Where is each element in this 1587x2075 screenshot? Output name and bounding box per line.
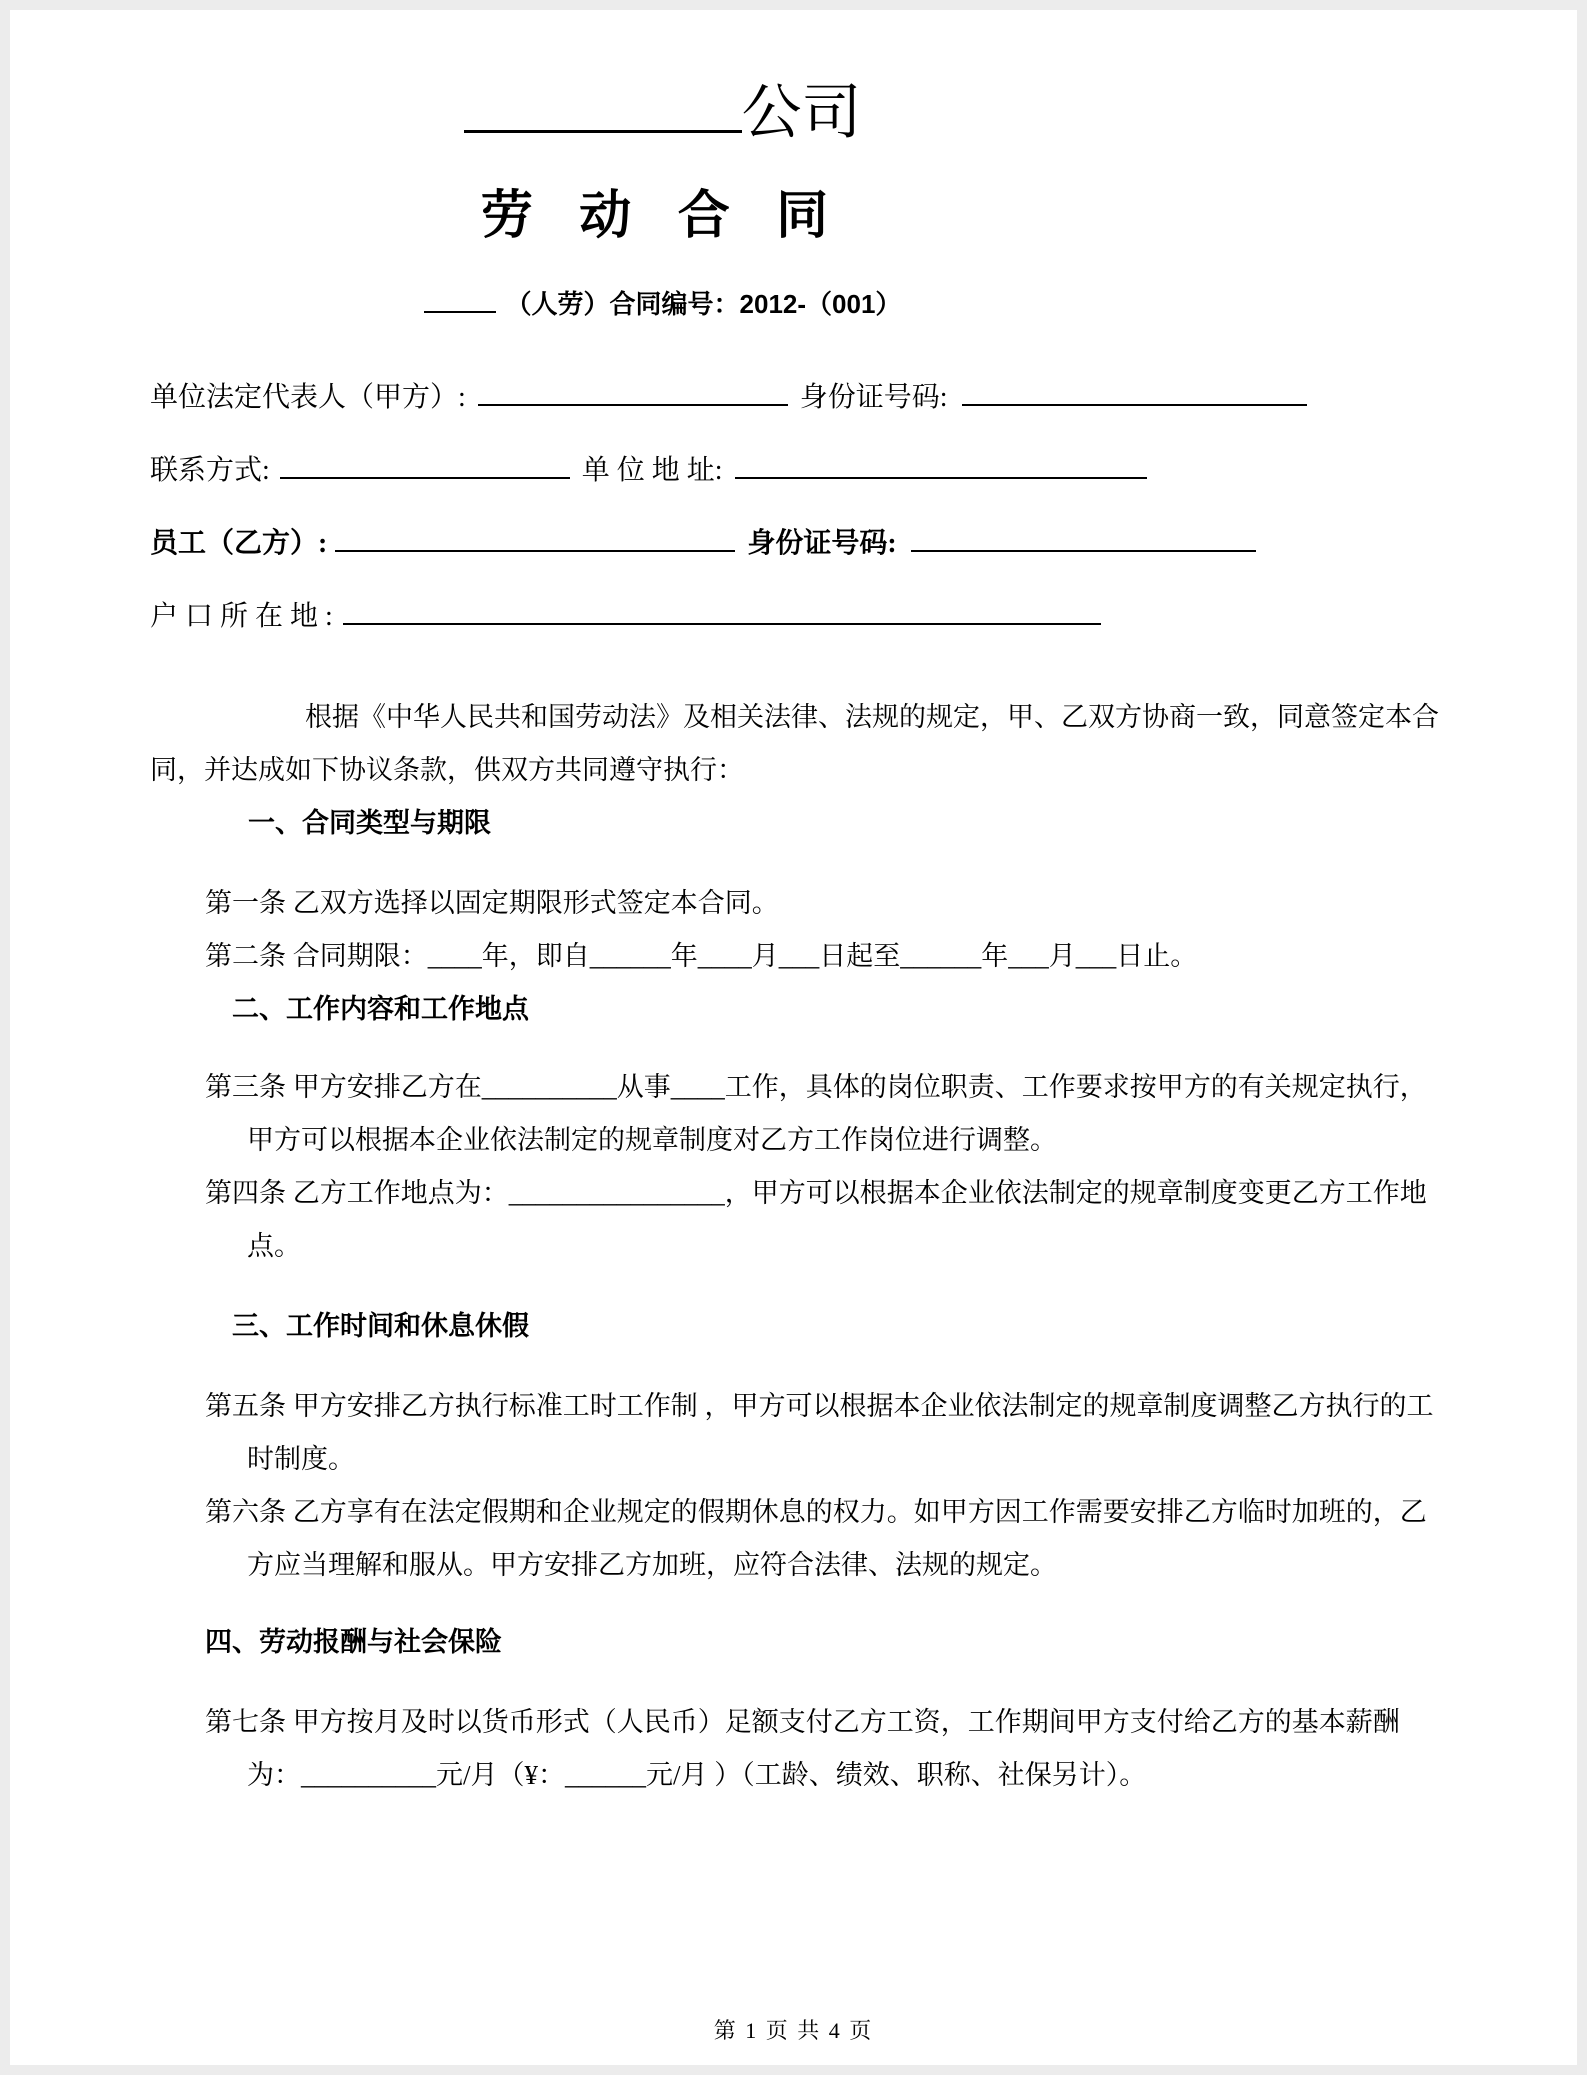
residence-label: 户 口 所 在 地 :	[150, 601, 333, 632]
document-heading	[150, 10, 1440, 321]
article-4-paragraph: 第四条 乙方工作地点为：________________，甲方可以根据本企业依法制定的规章制度变更乙方工作地点。	[205, 1178, 1427, 1261]
id-number-blank-field-b	[911, 546, 1256, 552]
document-page	[10, 10, 1577, 2065]
employee-name-blank-field	[335, 546, 735, 552]
article-3-paragraph: 第三条 甲方安排乙方在__________从事____工作，具体的岗位职责、工作要求按甲方的有关规定执行，甲方可以根据本企业依法制定的规章制度对乙方工作岗位进行调整。	[205, 1072, 1427, 1155]
page-content	[10, 10, 1577, 1802]
contract-number-line	[150, 284, 1175, 321]
contact-method-blank-field	[280, 473, 570, 479]
contract-number-blank-field	[424, 307, 496, 313]
company-suffix-text: 公司	[741, 80, 862, 146]
company-address-blank-field	[735, 473, 1147, 479]
page-footer: 第 1 页 共 4 页	[713, 2018, 874, 2043]
legal-representative-label: 单位法定代表人（甲方）:	[150, 382, 466, 413]
article-5-paragraph: 第五条 甲方安排乙方执行标准工时工作制 ，甲方可以根据本企业依法制定的规章制度调整乙方执行的工时制度。	[205, 1391, 1434, 1474]
article-6-paragraph: 第六条 乙方享有在法定假期和企业规定的假期休息的权力。如甲方因工作需要安排乙方临时加班的，乙方应当理解和服从。甲方安排乙方加班，应符合法律、法规的规定。	[205, 1497, 1427, 1580]
party-info-form	[150, 375, 1440, 667]
preamble-paragraph: 根据《中华人民共和国劳动法》及相关法律、法规的规定，甲、乙双方协商一致，同意签定本合同，并达成如下协议条款，供双方共同遵守执行：	[150, 702, 1439, 785]
section-heading-2: 二、工作内容和工作地点	[232, 994, 529, 1024]
article-7-paragraph: 第七条 甲方按月及时以货币形式（人民币）足额支付乙方工资，工作期间甲方支付给乙方的基本薪酬为：__________元/月（¥：______元/月 ）（工龄、绩效、职称、社保另计）。	[205, 1707, 1400, 1790]
contract-number-text: （人劳）合同编号：2012-（001）	[505, 289, 902, 319]
section-heading-1: 一、合同类型与期限	[248, 808, 491, 838]
residence-blank-field	[343, 619, 1101, 625]
id-number-label-b: 身份证号码:	[747, 528, 897, 559]
contract-body	[150, 691, 1440, 1802]
article-2-paragraph: 第二条 合同期限：____年，即自______年____月___日起至______年___月___日止。	[205, 941, 1198, 971]
company-title-line	[150, 76, 1175, 151]
document-title: 劳 动 合 同	[480, 187, 845, 245]
form-row-legal-representative	[150, 375, 1440, 448]
id-number-blank-field-a	[962, 400, 1307, 406]
form-row-contact	[150, 448, 1440, 521]
id-number-label-a: 身份证号码:	[799, 382, 948, 413]
section-heading-3: 三、工作时间和休息休假	[232, 1311, 529, 1341]
employee-label: 员工（乙方）:	[150, 528, 328, 559]
form-row-employee	[150, 521, 1440, 594]
form-row-residence	[150, 594, 1440, 667]
section-heading-4: 四、劳动报酬与社会保险	[205, 1627, 502, 1657]
company-address-label: 单 位 地 址:	[581, 455, 723, 486]
article-1-paragraph: 第一条 乙双方选择以固定期限形式签定本合同。	[205, 888, 779, 918]
company-name-blank-field	[464, 122, 742, 133]
contact-method-label: 联系方式:	[150, 455, 270, 486]
legal-representative-blank-field	[478, 400, 788, 406]
